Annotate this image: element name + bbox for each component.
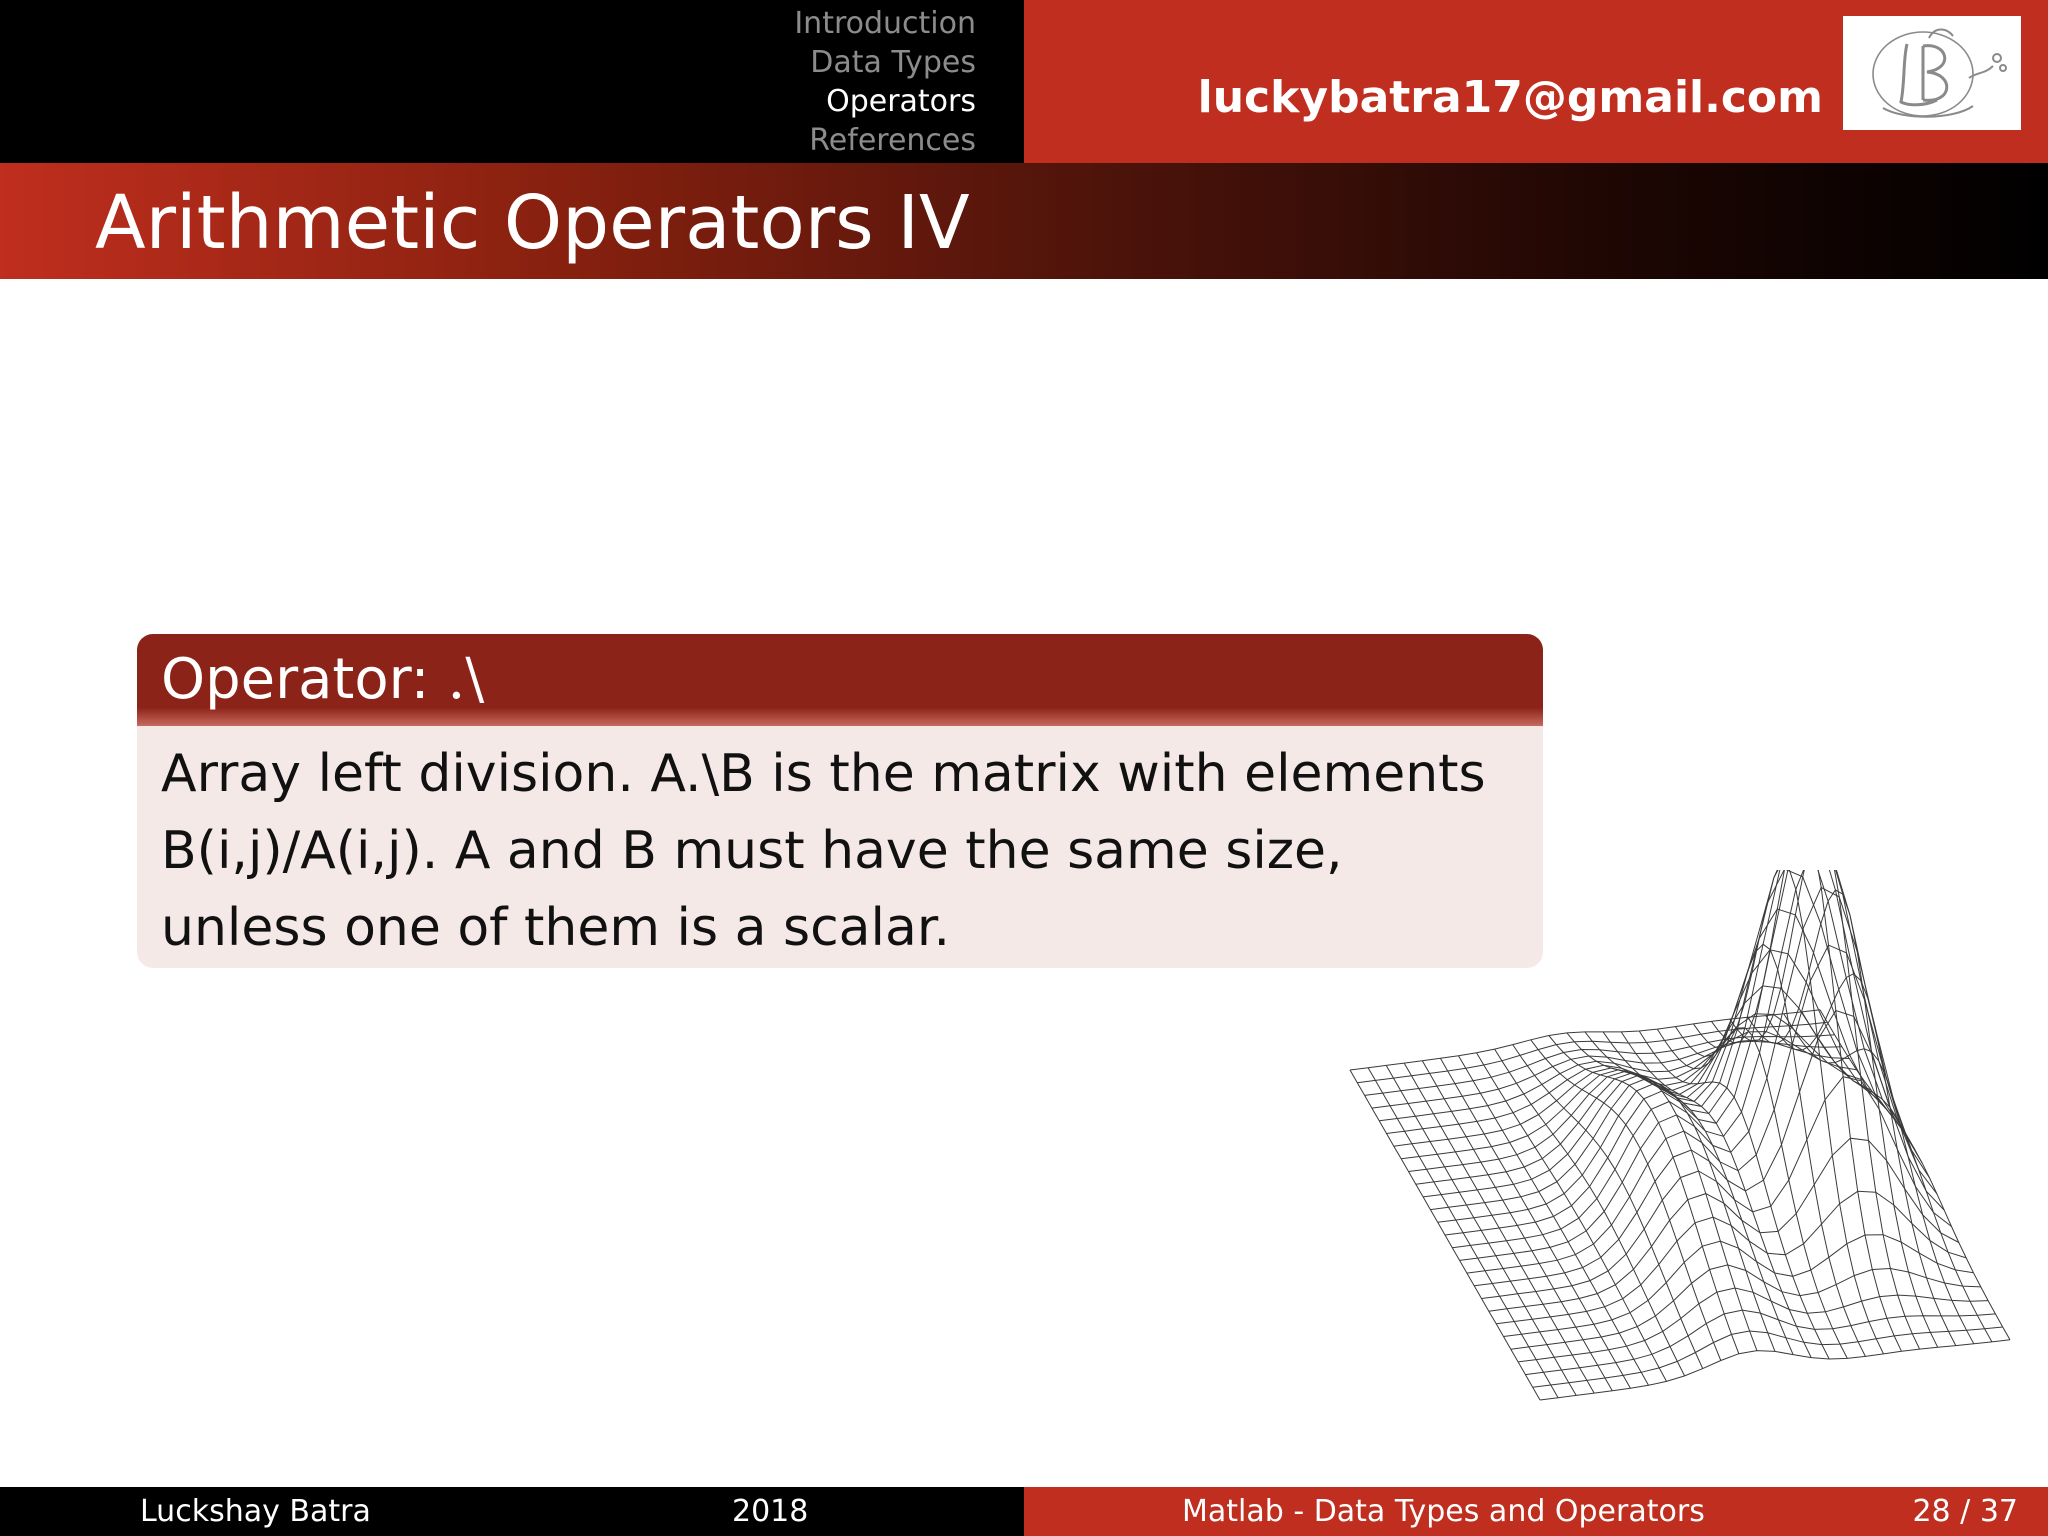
- author-email: luckybatra17@gmail.com: [1197, 72, 1823, 123]
- footer-left: [0, 1487, 1024, 1536]
- mesh-line: [1495, 1049, 1685, 1376]
- block-text-line: unless one of them is a scalar.: [161, 898, 950, 958]
- block-title-label: Operator:: [161, 647, 430, 712]
- lb-logo-icon: [1843, 16, 2021, 130]
- mesh-line: [1394, 1014, 1864, 1146]
- operator-symbol: .\: [447, 647, 485, 712]
- mesh-line: [1477, 1053, 1667, 1382]
- mesh-line: [1445, 870, 1915, 1235]
- block-text-line: Array left division. A.\B is the matrix with elements: [161, 744, 1486, 804]
- footer-deck-title: Matlab - Data Types and Operators: [1182, 1494, 1705, 1529]
- nav-item-operators[interactable]: Operators: [826, 84, 976, 119]
- mesh-line: [1440, 1058, 1630, 1388]
- mesh-line: [1820, 1010, 2010, 1340]
- surface-mesh-icon: [1330, 870, 2030, 1410]
- nav-item-references[interactable]: References: [809, 123, 976, 158]
- block-body: [161, 736, 1531, 967]
- footer-page-number[interactable]: 28 / 37: [1912, 1494, 2018, 1529]
- mesh-line: [1567, 1033, 1757, 1351]
- slide-title: Arithmetic Operators IV: [95, 180, 970, 266]
- mesh-line: [1639, 1031, 1829, 1359]
- mesh-line: [1540, 1340, 2010, 1400]
- nav-item-introduction[interactable]: Introduction: [794, 6, 976, 41]
- block-text-line: B(i,j)/A(i,j). A and B must have the same size,: [161, 821, 1343, 881]
- block-header: [137, 634, 1543, 726]
- mesh-line: [1712, 870, 1902, 1351]
- mesh-line: [1482, 1077, 1952, 1299]
- wireframe-surface-illustration: [1330, 870, 2030, 1410]
- section-navigation: [0, 0, 1024, 163]
- footer-year: 2018: [732, 1494, 809, 1529]
- nav-item-data-types[interactable]: Data Types: [810, 45, 976, 80]
- footer-right: [1024, 1487, 2048, 1536]
- mesh-line: [1675, 944, 1865, 1356]
- section-list: [794, 4, 976, 160]
- footer-author: Luckshay Batra: [140, 1494, 371, 1529]
- frame-title-bar: [0, 163, 2048, 279]
- block-title: [161, 644, 484, 716]
- mesh-line: [1531, 1040, 1721, 1361]
- author-logo: [1843, 16, 2021, 130]
